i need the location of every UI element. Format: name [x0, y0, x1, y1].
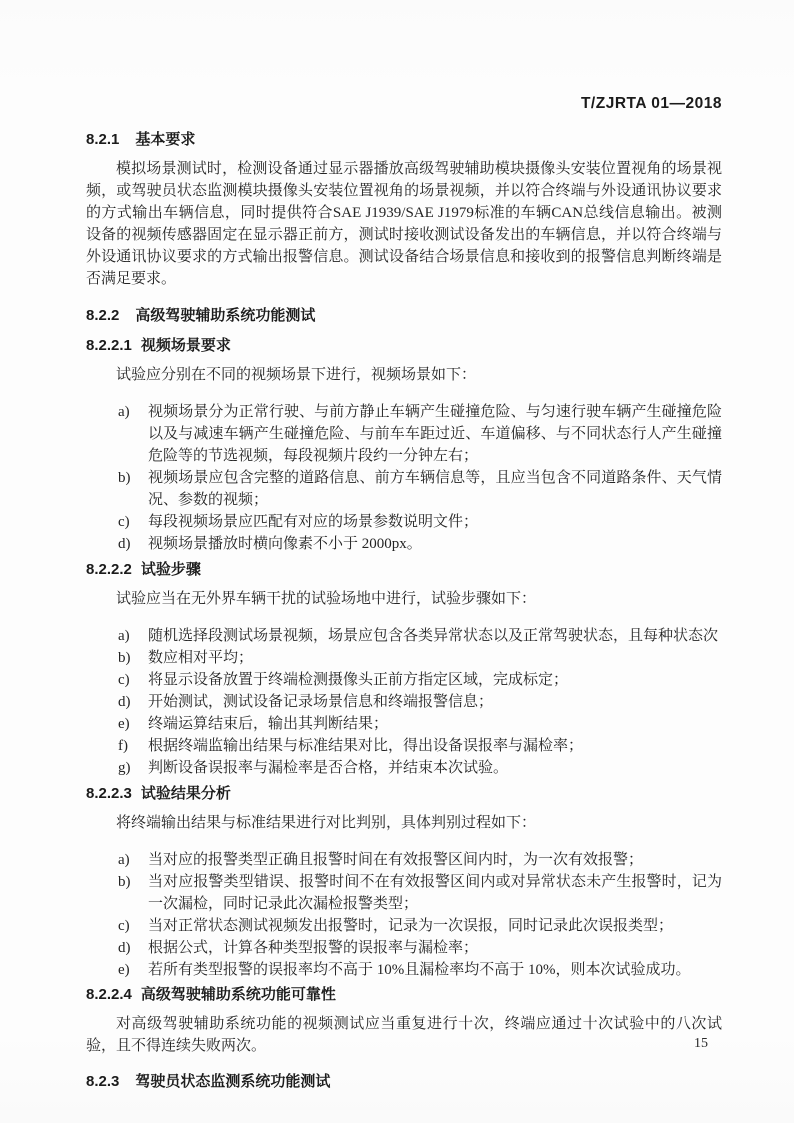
list-item — [118, 691, 722, 713]
list-item-text: 当对应的报警类型正确且报警时间在有效报警区间内时，为一次有效报警； — [148, 852, 644, 868]
section-heading-8-2-2 — [86, 306, 722, 326]
list-result-analysis — [86, 849, 722, 981]
list-item-label: e) — [118, 716, 130, 732]
section-number: 8.2.1 — [86, 131, 120, 148]
paragraph-basic-requirements: 模拟场景测试时，检测设备通过显示器播放高级驾驶辅助模块摄像头安装位置视角的场景视频，或驾驶员状态监测模块摄像头安装位置视角的场景视频，并以符合终端与外设通讯协议要求的方式输出车辆信息，同时提供符合SAE J1939/SAE J1979标准的车辆CAN总线信息输出。被测设备的视频传感器固定在显示器正前方，测试时接收测试设备发出的车辆信息，并以符合终端与外设通讯协议要求的方式输出报警信息。测试设备结合场景信息和接收到的报警信息判断终端是否满足要求。 — [86, 161, 722, 287]
list-item — [118, 647, 722, 669]
list-item-text: 随机选择段测试场景视频，场景应包含各类异常状态以及正常驾驶状态，且每种状态次 — [148, 628, 719, 644]
list-item — [118, 757, 722, 779]
section-number: 8.2.2.2 — [86, 561, 132, 578]
list-item-text: 视频场景播放时横向像素不小于 2000px。 — [148, 536, 422, 552]
list-item-label: a) — [118, 628, 130, 644]
list-item — [118, 871, 722, 915]
paragraph-test-steps-intro: 试验应当在无外界车辆干扰的试验场地中进行，试验步骤如下： — [116, 591, 537, 607]
list-video-scene — [86, 401, 722, 555]
list-item — [118, 915, 722, 937]
page-number: 15 — [694, 1036, 708, 1051]
list-item — [118, 713, 722, 735]
section-number: 8.2.2.3 — [86, 785, 132, 802]
list-item-label: b) — [118, 470, 131, 486]
list-item-label: b) — [118, 650, 131, 666]
list-item-label: e) — [118, 962, 130, 978]
list-item-text: 数应相对平均； — [148, 650, 254, 666]
list-item-label: c) — [118, 514, 130, 530]
section-title: 驾驶员状态监测系统功能测试 — [135, 1073, 331, 1090]
list-item-text: 将显示设备放置于终端检测摄像头正前方指定区域，完成标定； — [148, 672, 569, 688]
section-heading-8-2-2-1 — [86, 336, 722, 356]
list-item-text: 终端运算结束后，输出其判断结果； — [148, 716, 389, 732]
paragraph-video-scene-intro: 试验应分别在不同的视频场景下进行，视频场景如下： — [116, 367, 477, 383]
section-heading-8-2-3 — [86, 1072, 722, 1092]
list-item — [118, 669, 722, 691]
page-content — [86, 94, 722, 1092]
list-item-label: d) — [118, 694, 131, 710]
list-item-label: a) — [118, 852, 130, 868]
list-item-text: 视频场景分为正常行驶、与前方静止车辆产生碰撞危险、与匀速行驶车辆产生碰撞危险以及与减速车辆产生碰撞危险、与前车车距过近、车道偏移、与不同状态行人产生碰撞危险等的节选视频，每段视频片段约一分钟左右； — [148, 404, 722, 464]
section-title: 试验结果分析 — [140, 785, 231, 802]
list-test-steps — [86, 625, 722, 779]
list-item-text: 判断设备误报率与漏检率是否合格，并结束本次试验。 — [148, 760, 509, 776]
list-item — [118, 467, 722, 511]
section-title: 试验步骤 — [140, 561, 201, 578]
list-item-text: 若所有类型报警的误报率均不高于 10%且漏检率均不高于 10%，则本次试验成功。 — [148, 962, 691, 978]
list-item-label: d) — [118, 536, 131, 552]
section-number: 8.2.2 — [86, 307, 120, 324]
standard-number: T/ZJRTA 01—2018 — [580, 95, 722, 112]
list-item — [118, 937, 722, 959]
section-heading-8-2-2-2 — [86, 560, 722, 580]
list-item-label: d) — [118, 940, 131, 956]
section-title: 基本要求 — [135, 131, 196, 148]
list-item-text: 每段视频场景应匹配有对应的场景参数说明文件； — [148, 514, 479, 530]
list-item-label: g) — [118, 760, 131, 776]
list-item-label: f) — [118, 738, 128, 754]
paragraph-result-analysis-intro: 将终端输出结果与标准结果进行对比判别，具体判别过程如下： — [116, 815, 537, 831]
list-item-label: a) — [118, 404, 130, 420]
list-item — [118, 849, 722, 871]
list-item-label: c) — [118, 672, 130, 688]
list-item — [118, 511, 722, 533]
list-item-text: 根据终端监输出结果与标准结果对比，得出设备误报率与漏检率； — [148, 738, 584, 754]
section-title: 高级驾驶辅助系统功能可靠性 — [140, 986, 336, 1003]
section-title: 高级驾驶辅助系统功能测试 — [135, 307, 316, 324]
section-heading-8-2-2-4 — [86, 985, 722, 1005]
list-item — [118, 533, 722, 555]
list-item-text: 视频场景应包含完整的道路信息、前方车辆信息等，且应当包含不同道路条件、天气情况、参数的视频； — [148, 470, 722, 508]
section-title: 视频场景要求 — [140, 337, 231, 354]
section-number: 8.2.3 — [86, 1073, 120, 1090]
list-item — [118, 401, 722, 467]
list-item — [118, 625, 722, 647]
section-number: 8.2.2.4 — [86, 986, 132, 1003]
list-item — [118, 959, 722, 981]
list-item-text: 当对正常状态测试视频发出报警时，记录为一次误报，同时记录此次误报类型； — [148, 918, 674, 934]
list-item-label: c) — [118, 918, 130, 934]
list-item-text: 当对应报警类型错误、报警时间不在有效报警区间内或对异常状态未产生报警时，记为一次漏检，同时记录此次漏检报警类型； — [148, 874, 722, 912]
list-item — [118, 735, 722, 757]
list-item-text: 根据公式，计算各种类型报警的误报率与漏检率； — [148, 940, 479, 956]
section-heading-8-2-1 — [86, 130, 722, 150]
list-item-label: b) — [118, 874, 131, 890]
paragraph-reliability: 对高级驾驶辅助系统功能的视频测试应当重复进行十次，终端应通过十次试验中的八次试验，且不得连续失败两次。 — [86, 1016, 722, 1054]
section-number: 8.2.2.1 — [86, 337, 132, 354]
list-item-text: 开始测试，测试设备记录场景信息和终端报警信息； — [148, 694, 494, 710]
section-heading-8-2-2-3 — [86, 784, 722, 804]
